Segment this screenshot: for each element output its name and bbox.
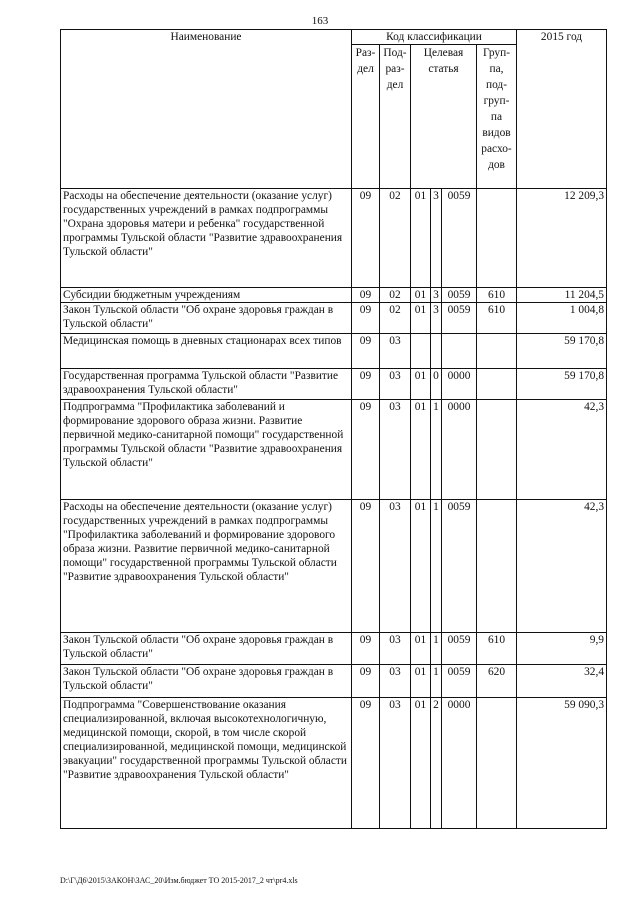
row-target-part3: 0000: [442, 369, 477, 400]
row-target-part3: [442, 334, 477, 369]
row-target-part2: 1: [431, 665, 442, 698]
row-target-part2: 0: [431, 369, 442, 400]
row-target-part2: 3: [431, 303, 442, 334]
row-name: Субсидии бюджетным учреждениям: [61, 288, 352, 303]
row-target-part3: 0000: [442, 400, 477, 500]
row-target-part2: 3: [431, 189, 442, 288]
column-header-section: Раз- дел: [352, 45, 380, 189]
row-podrazdel: 03: [380, 633, 411, 665]
row-target-part2: 1: [431, 400, 442, 500]
row-amount: 42,3: [517, 400, 607, 500]
row-name: Закон Тульской области "Об охране здоровья граждан в Тульской области": [61, 633, 352, 665]
row-amount: 11 204,5: [517, 288, 607, 303]
row-group: [477, 369, 517, 400]
row-razdel: 09: [352, 334, 380, 369]
row-amount: 59 170,8: [517, 369, 607, 400]
table-row: [61, 665, 607, 698]
row-target-part3: 0059: [442, 633, 477, 665]
row-podrazdel: 02: [380, 288, 411, 303]
row-razdel: 09: [352, 633, 380, 665]
table-row: [61, 633, 607, 665]
row-podrazdel: 03: [380, 500, 411, 633]
table-row: [61, 334, 607, 369]
row-group: [477, 400, 517, 500]
row-amount: 59 090,3: [517, 698, 607, 829]
file-path-footer: D:\Г\Д6\2015\ЗАКОН\ЗАС_20\Изм.бюджет ТО 2015-2017_2 чт\pr4.xls: [60, 876, 298, 885]
column-header-year: 2015 год: [517, 30, 607, 189]
table-row: [61, 369, 607, 400]
row-amount: 32,4: [517, 665, 607, 698]
row-group: 610: [477, 303, 517, 334]
table-row: [61, 698, 607, 829]
row-target-part2: 1: [431, 500, 442, 633]
row-name: Государственная программа Тульской области "Развитие здравоохранения Тульской области": [61, 369, 352, 400]
row-podrazdel: 03: [380, 698, 411, 829]
column-header-name: Наименование: [61, 30, 352, 189]
row-name: Подпрограмма "Совершенствование оказания специализированной, включая высокотехнологичную, медицинской помощи, скорой, в том числе скорой специализированной, медицинской помощи, медицинской эвакуации" государственной программы Тульской области "Развитие здравоохранения Тульской области": [61, 698, 352, 829]
row-amount: 12 209,3: [517, 189, 607, 288]
row-podrazdel: 03: [380, 334, 411, 369]
row-amount: 42,3: [517, 500, 607, 633]
page-number: 163: [311, 15, 329, 27]
row-name: Медицинская помощь в дневных стационарах всех типов: [61, 334, 352, 369]
row-amount: 59 170,8: [517, 334, 607, 369]
row-razdel: 09: [352, 303, 380, 334]
row-razdel: 09: [352, 189, 380, 288]
row-target-part3: 0000: [442, 698, 477, 829]
row-podrazdel: 03: [380, 665, 411, 698]
row-podrazdel: 03: [380, 400, 411, 500]
row-target-part2: [431, 334, 442, 369]
row-group: [477, 698, 517, 829]
row-target-part1: 01: [411, 500, 431, 633]
column-header-classification: Код классификации: [352, 30, 517, 45]
row-podrazdel: 03: [380, 369, 411, 400]
row-target-part3: 0059: [442, 665, 477, 698]
row-target-part1: 01: [411, 665, 431, 698]
row-razdel: 09: [352, 500, 380, 633]
row-razdel: 09: [352, 665, 380, 698]
row-razdel: 09: [352, 400, 380, 500]
row-name: Закон Тульской области "Об охране здоровья граждан в Тульской области": [61, 665, 352, 698]
row-group: 620: [477, 665, 517, 698]
row-target-part1: [411, 334, 431, 369]
row-razdel: 09: [352, 369, 380, 400]
row-target-part1: 01: [411, 303, 431, 334]
row-target-part1: 01: [411, 400, 431, 500]
row-target-part3: 0059: [442, 288, 477, 303]
row-group: 610: [477, 633, 517, 665]
row-target-part2: 2: [431, 698, 442, 829]
row-name: Расходы на обеспечение деятельности (оказание услуг) государственных учреждений в рамках подпрограммы "Профилактика заболеваний и формирование здорового образа жизни. Развитие первичной медико-санитарной помощи" государственной программы Тульской области "Развитие здравоохранения Тульской области": [61, 500, 352, 633]
row-target-part1: 01: [411, 369, 431, 400]
row-razdel: 09: [352, 288, 380, 303]
row-name: Расходы на обеспечение деятельности (оказание услуг) государственных учреждений в рамках подпрограммы "Охрана здоровья матери и ребенка" государственной программы Тульской области "Развитие здравоохранения Тульской области": [61, 189, 352, 288]
row-group: [477, 189, 517, 288]
table-row: [61, 189, 607, 288]
row-target-part1: 01: [411, 189, 431, 288]
row-target-part2: 3: [431, 288, 442, 303]
row-target-part3: 0059: [442, 189, 477, 288]
column-header-group: Груп- па, под- груп- па видов расхо- дов: [477, 45, 517, 189]
row-podrazdel: 02: [380, 303, 411, 334]
row-target-part3: 0059: [442, 303, 477, 334]
row-target-part1: 01: [411, 698, 431, 829]
row-razdel: 09: [352, 698, 380, 829]
table-row: [61, 303, 607, 334]
row-name: Подпрограмма "Профилактика заболеваний и формирование здорового образа жизни. Развитие первичной медико-санитарной помощи" государственной программы Тульской области "Развитие здравоохранения Тульской области": [61, 400, 352, 500]
table-row: [61, 400, 607, 500]
row-amount: 9,9: [517, 633, 607, 665]
row-target-part3: 0059: [442, 500, 477, 633]
row-group: 610: [477, 288, 517, 303]
row-target-part2: 1: [431, 633, 442, 665]
table-row: [61, 500, 607, 633]
table-row: [61, 288, 607, 303]
row-group: [477, 334, 517, 369]
budget-table: [60, 29, 607, 829]
column-header-target: Целевая статья: [411, 45, 477, 189]
row-group: [477, 500, 517, 633]
column-header-subsection: Под- раз- дел: [380, 45, 411, 189]
row-name: Закон Тульской области "Об охране здоровья граждан в Тульской области": [61, 303, 352, 334]
row-amount: 1 004,8: [517, 303, 607, 334]
row-target-part1: 01: [411, 633, 431, 665]
row-target-part1: 01: [411, 288, 431, 303]
row-podrazdel: 02: [380, 189, 411, 288]
